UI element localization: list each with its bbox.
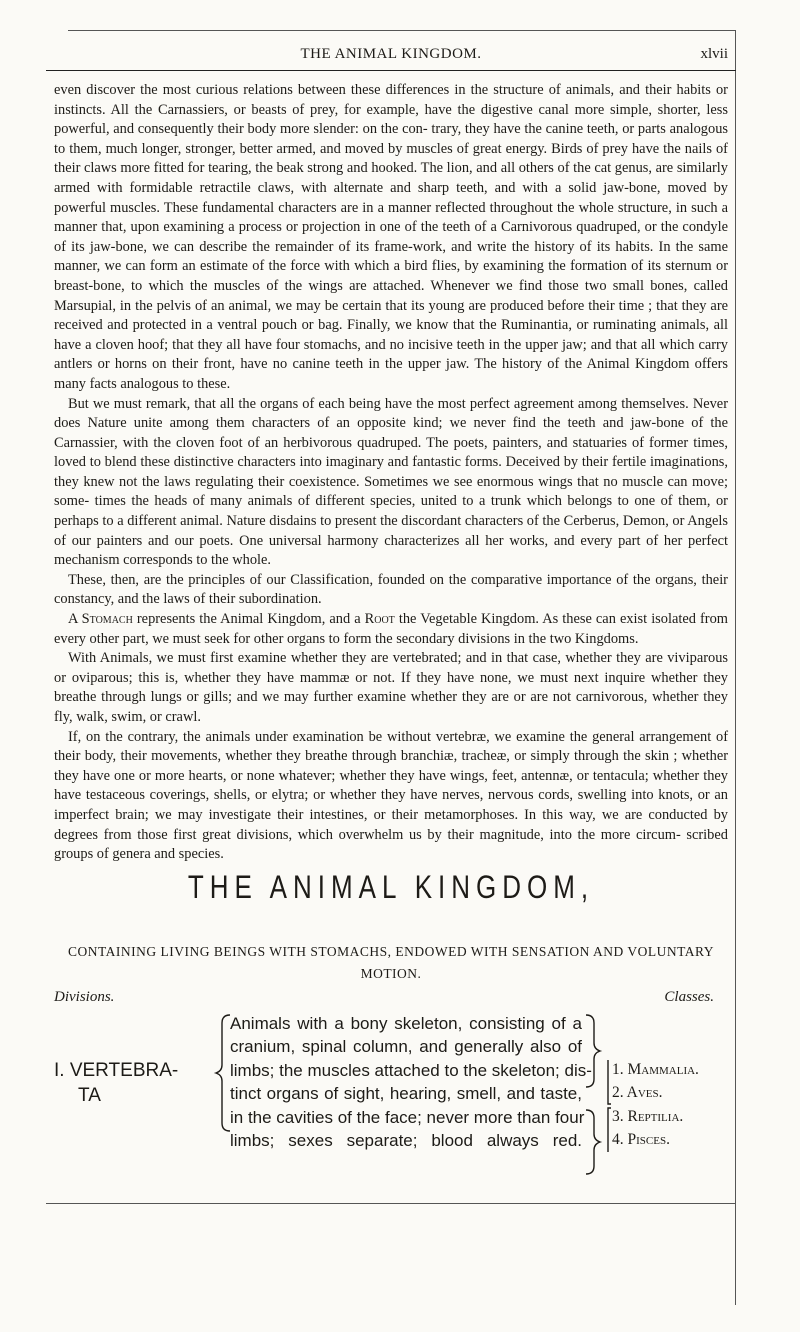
- text-line: and moved by muscles of great energy. Birds of prey have the nails of their claws more fitted for: [54, 140, 728, 177]
- section-title: THE ANIMAL KINGDOM,: [187, 868, 595, 906]
- text-line: arrangement of their body, their movements, whether they breathe through branchiæ, tracheæ, or: [54, 728, 729, 765]
- text-line: Ruminantia, or ruminating animals, all have a cloven hoof; that they all have four stomachs, and: [54, 317, 728, 353]
- text-line: armed with formidable retractile claws, with alternate and sharp teeth, and with a solid jaw-bone,: [54, 179, 661, 196]
- character-line: Animals with a bony skeleton, consisting of a: [230, 1014, 582, 1033]
- text-line: investigate their intestines, or their metamorphoses. In this way, we are conducted by degrees: [54, 806, 728, 843]
- division-line-2: TA: [78, 1085, 101, 1106]
- character-line: limbs; the muscles attached to the skeleton; dis-: [230, 1060, 592, 1080]
- text-line: scribed groups of genera and species.: [54, 826, 728, 863]
- classes-bracket-lower: [608, 1108, 611, 1152]
- text-line: canal more simple, shorter, less powerful, and consequently their body more slender: on the con-: [54, 101, 728, 138]
- division-line-1: I. VERTEBRA-: [54, 1060, 179, 1081]
- text-line: simply through the skin ; whether they have one or more hearts, or none whatever; whether they: [54, 748, 728, 784]
- character-line: limbs; sexes separate; blood always red.: [230, 1131, 582, 1151]
- text-line: tearing, the beak strong and hooked. The lion, and all others of the cat genus, are similarly: [208, 160, 728, 177]
- text-line: Marsupial, in the pelvis of an animal, we may be certain that its young are produced before their: [54, 297, 615, 314]
- text-line: which the muscles of the wings are attached. Whenever we find those two small bones, called: [148, 277, 728, 294]
- text-line: or perhaps to a different animal. Nature disdains to present the discordant characters of the: [54, 493, 728, 530]
- text-line: the teeth and jaw-bone of the Carnassier, with the cloven foot of an herbivorous quadruped. The: [54, 415, 728, 451]
- text-line: we must next inquire whether they breathe through lungs or gills; and we may further examine: [54, 669, 728, 706]
- book-page: [46, 0, 736, 1332]
- text-line: But we must remark, that all the organs of each being have the most perfect agreement among: [68, 395, 618, 412]
- class-item: 1. Mammalia.: [612, 1061, 699, 1078]
- text-line: no canine teeth in the upper jaw. The history of the Animal Kingdom offers many facts analogous: [54, 356, 728, 392]
- character-line: tinct organs of sight, hearing, smell, and taste,: [230, 1084, 582, 1104]
- page-number: xlvii: [700, 46, 728, 62]
- text-line: With Animals, we must first examine whether they are vertebrated; and in that case, whether: [68, 650, 612, 667]
- text-line: times the heads of many animals of different species, united to a trunk which belongs to one of them,: [94, 493, 711, 510]
- text-line: Cerberus, Demon, or Angels of our painters and our poets. One universal harmony characterizes: [54, 513, 729, 549]
- text-line: regulating their coexistence. Sometimes we see enormous wings that no muscle can move; some-: [54, 473, 728, 510]
- text-line: imaginary and fantastic forms. Deceived by their fertile imaginations, they knew not the laws: [54, 454, 728, 490]
- text-line: even discover the most curious relations between these differences in the structure of animals, and: [54, 82, 640, 98]
- text-line: or whether they have nerves, nervous cords, swelling into knots, or an imperfect brain; we may: [54, 787, 728, 823]
- text-line: in the two Kingdoms.: [513, 630, 639, 647]
- text-line: These, then, are the principles of our Classification, founded on the comparative importance of: [68, 571, 629, 588]
- classes-heading: Classes.: [664, 989, 714, 1005]
- text-line: A Stomach represents the Animal Kingdom, and a Root the Vegetable Kingdom. As these can: [68, 611, 616, 628]
- text-line: their habits or instincts. All the Carnassiers, or beasts of prey, for example, have the digestive: [54, 82, 728, 118]
- text-line: they are viviparous or oviparous; this is, whether they have mammæ or not. If they have none,: [54, 650, 728, 686]
- text-line: exist isolated from every other part, we must seek for other organs to form the secondary divisions: [54, 611, 728, 647]
- subtitle-line-2: MOTION.: [360, 966, 422, 981]
- text-line: If, on the contrary, the animals under examination be without vertebræ, we examine the general: [68, 728, 635, 745]
- text-line: to these.: [182, 375, 231, 392]
- text-line: the organs, their constancy, and the laws of their subordination.: [54, 571, 728, 608]
- text-line: all her works, and every part of her perfect mechanism corresponds to the whole.: [54, 532, 728, 569]
- text-line: from those first great divisions, which overwhelm us by their magnitude, into the more circum-: [103, 826, 681, 843]
- text-line: trary, they have the canine teeth, or parts analogous to them, much longer, stronger, better armed,: [54, 121, 728, 157]
- text-line: poets, painters, and statuaries of former times, loved to blend these distinctive characters into: [54, 434, 728, 471]
- text-line: of the force with which a bird flies, by examining the formation of its sternum or breast-bone, to: [54, 258, 728, 294]
- text-line: teeth of a Carnivorous quadruped, or the condyle of its jaw-bone, we can describe the remainder of: [54, 219, 728, 255]
- text-line: whether they are or are not carnivorous, whether they fly, walk, swim, or crawl.: [54, 689, 728, 725]
- bottom-rule: [46, 1203, 736, 1204]
- text-line: its frame-work, and write the history of its habits. In the same manner, we can form an estimate: [54, 238, 728, 275]
- right-brace-upper: [586, 1015, 600, 1087]
- text-line: the whole structure, in such a manner that, upon examining a process or projection in one of the: [54, 199, 728, 236]
- text-line: no incisive teeth in the upper jaw; and that all which carry antlers or horns on their front, have: [54, 336, 728, 373]
- text-line: have wings, feet, antennæ, or tentacula; whether they have testaceous coverings, shells, or elytra;: [54, 767, 728, 804]
- brace-marks: [46, 0, 736, 1332]
- class-item: 3. Reptilia.: [612, 1107, 684, 1125]
- class-item: 4. Pisces.: [612, 1131, 670, 1149]
- character-line: cranium, spinal column, and generally also of: [230, 1037, 582, 1057]
- subtitle-line-1: CONTAINING LIVING BEINGS WITH STOMACHS, ENDOWED WITH SENSATION AND VOLUNTARY: [67, 944, 715, 959]
- text-line: moved by powerful muscles. These fundamental characters are in a manner reflected throughout: [54, 179, 728, 216]
- class-item: 2. Aves.: [612, 1084, 663, 1102]
- left-brace: [216, 1015, 230, 1131]
- text-line: time ; that they are received and protected in a ventral pouch or bag. Finally, we know that the: [54, 297, 728, 334]
- text-line: themselves. Never does Nature unite among them characters of an opposite kind; we never find: [54, 395, 728, 432]
- running-title: THE ANIMAL KINGDOM.: [300, 46, 482, 62]
- character-line: in the cavities of the face; never more than four: [230, 1107, 585, 1127]
- right-brace-lower: [586, 1110, 600, 1174]
- classes-bracket-upper: [608, 1060, 611, 1104]
- divisions-heading: Divisions.: [54, 989, 115, 1005]
